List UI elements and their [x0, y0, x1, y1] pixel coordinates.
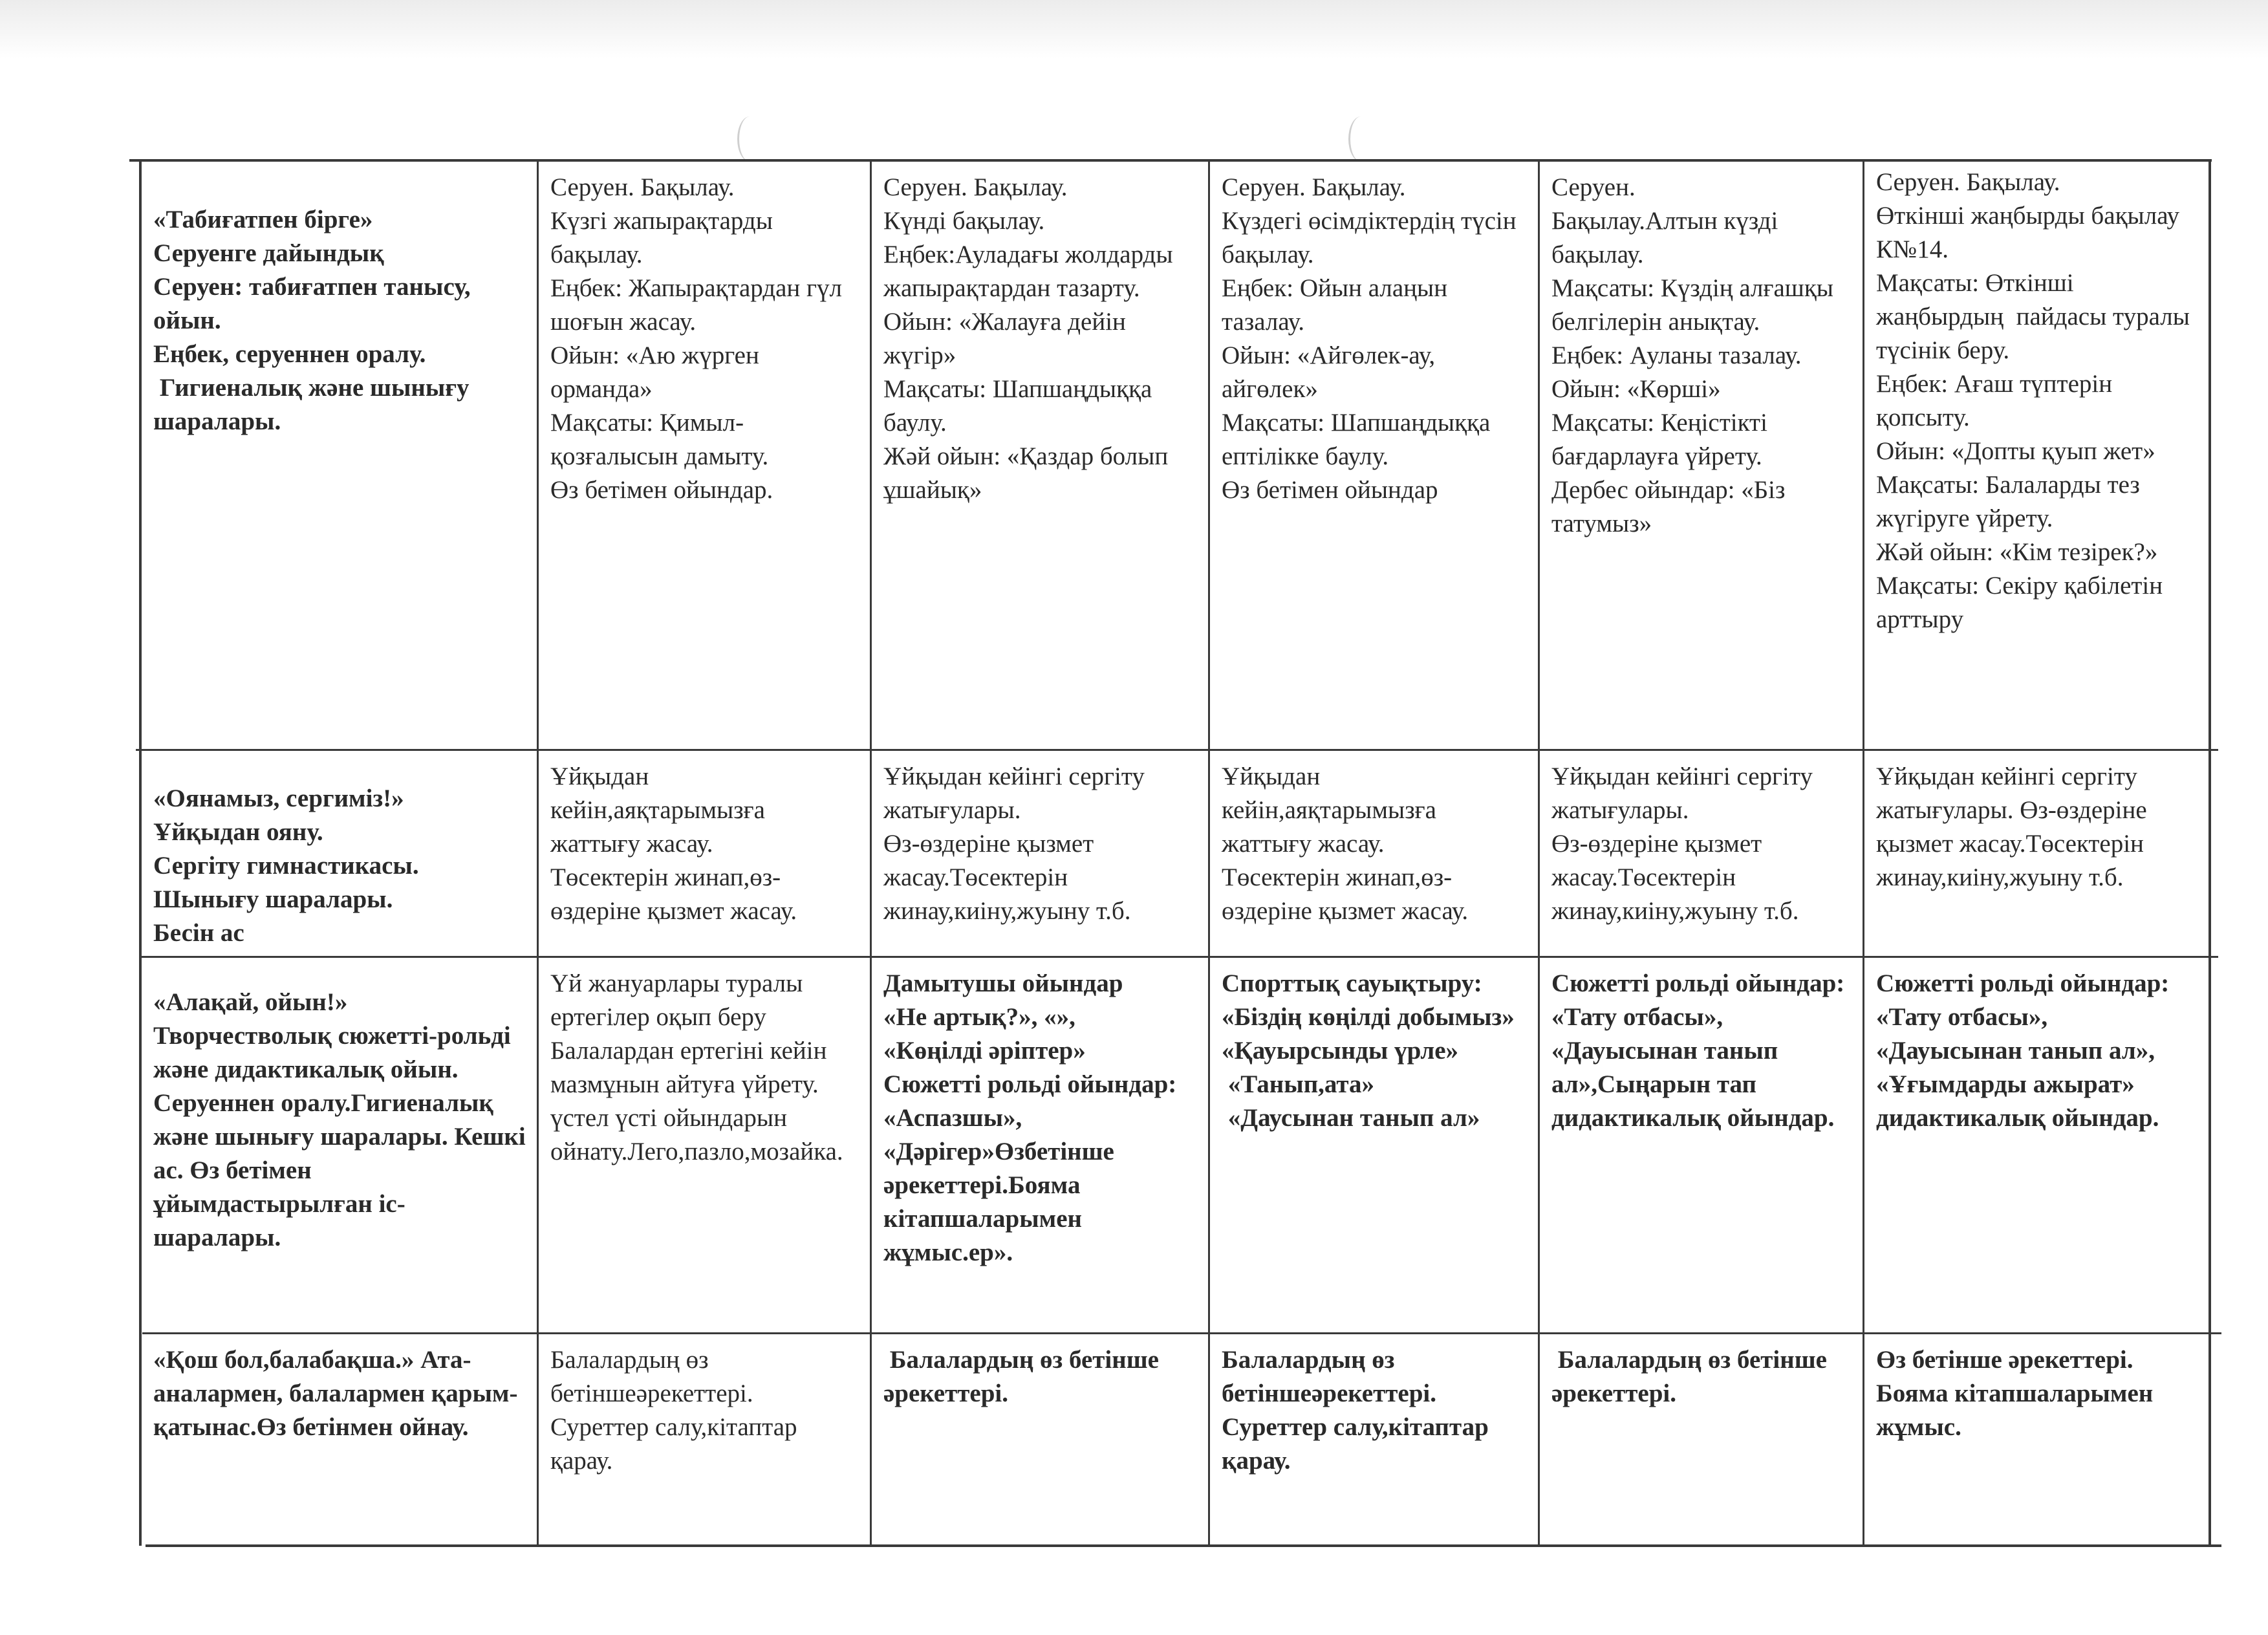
row-4-day-3: Балалардың өз бетіншеәрекеттері. Суреттер салу,кітаптар қарау. — [1222, 1346, 1489, 1475]
row-1-day-5: Серуен. Бақылау. Өткінші жаңбырды бақылау К№14. Мақсаты: Өткінші жаңбырдың пайдасы туралы түсінік беру. Еңбек: Ағаш түптерін қопсыту. Ойын: «Допты қуып жет» Мақсаты: Балаларды тез жүгіруге үйрету. Жәй ойын: «Кім тезірек?» Мақсаты: Секіру қабілетін арттыру — [1876, 168, 2190, 633]
row-4-day-2: Балалардың өз бетінше әрекеттері. — [883, 1346, 1165, 1407]
row-1-day-4: Серуен. Бақылау.Алтын күзді бақылау. Мақсаты: Күздің алғашқы белгілерін анықтау. Еңбек: Ауланы тазалау. Ойын: «Көрші» Мақсаты: Кеңістікті бағдарлауға үйрету. Дербес ойындар: «Біз татумыз» — [1551, 173, 1833, 537]
row-3-header: «Алақай, ойын!» Творчестволық сюжетті-рольді және дидактикалық ойын. Серуеннен оралу.Гигиеналық және шынығу шаралары. Кешкі ас. Өз бетімен ұйымдастырылған іс-шаралары. — [153, 988, 526, 1251]
row-4-day-1: Балалардың өз бетіншеәрекеттері. Суреттер салу,кітаптар қарау. — [550, 1346, 797, 1475]
row-1-header: «Табиғатпен бірге» Серуенге дайындық Серуен: табиғатпен танысу, ойын. Еңбек, серуеннен оралу. Гигиеналық және шынығу шаралары. — [153, 206, 471, 435]
row-3-day-2: Дамытушы ойындар «Не артық?», «», «Көңілді әріптер» Сюжетті рольді ойындар: «Аспазшы», «Дәрігер»Өзбетінше әрекеттері.Бояма кітапшаларымен жұмыс.ер». — [883, 969, 1177, 1266]
row-2-day-4: Ұйқыдан кейінгі сергіту жатығулары. Өз-өздеріне қызмет жасау.Төсектерін жинау,киіну,жуыну т.б. — [1551, 763, 1813, 925]
row-1-day-3: Серуен. Бақылау. Күздегі өсімдіктердің түсін бақылау. Еңбек: Ойын алаңын тазалау. Ойын: «Айгөлек-ау, айгөлек» Мақсаты: Шапшаңдыққа ептілікке баулу. Өз бетімен ойындар — [1222, 173, 1517, 504]
row-4-header: «Қош бол,балабақша.» Ата-аналармен, балалармен қарым-қатынас.Өз бетінмен ойнау. — [153, 1346, 518, 1441]
scan-hole-mark-right — [1348, 116, 1374, 162]
row-2-header: «Оянамыз, сергиміз!» Ұйқыдан ояну. Сергіту гимнастикасы. Шынығу шаралары. Бесін ас — [153, 785, 419, 947]
row-2-day-1: Ұйқыдан кейін,аяқтарымызға жаттығу жасау. Төсектерін жинап,өз-өздеріне қызмет жасау. — [550, 763, 797, 925]
scan-hole-mark-left — [737, 116, 762, 162]
row-4-day-4: Балалардың өз бетінше әрекеттері. — [1551, 1346, 1833, 1407]
row-2-day-2: Ұйқыдан кейінгі сергіту жатығулары. Өз-өздеріне қызмет жасау.Төсектерін жинау,киіну,жуыну т.б. — [883, 763, 1145, 925]
row-3-day-5: Сюжетті рольді ойындар: «Тату отбасы», «Дауысынан танып ал», «Ұғымдарды ажырат» дидактикалық ойындар. — [1876, 969, 2176, 1132]
row-3-day-4: Сюжетті рольді ойындар: «Тату отбасы», «Дауысынан танып ал»,Сыңарын тап дидактикалық ойындар. — [1551, 969, 1852, 1132]
scan-top-shadow — [0, 0, 2268, 58]
row-2-day-3: Ұйқыдан кейін,аяқтарымызға жаттығу жасау. Төсектерін жинап,өз-өздеріне қызмет жасау. — [1222, 763, 1469, 925]
table-border-bottom — [146, 1544, 2221, 1547]
row-2-day-5: Ұйқыдан кейінгі сергіту жатығулары. Өз-өздеріне қызмет жасау.Төсектерін жинау,киіну,жуыну т.б. — [1876, 763, 2154, 891]
row-1-day-2: Серуен. Бақылау. Күнді бақылау. Еңбек:Ауладағы жолдарды жапырақтардан тазарту. Ойын: «Жалауға дейін жүгір» Мақсаты: Шапшаңдыққа баулу. Жәй ойын: «Қаздар болып ұшайық» — [883, 173, 1173, 504]
row-3-day-3: Спорттық сауықтыру: «Біздің көңілді добымыз» «Қауырсынды үрле» «Танып,ата» «Даусынан танып ал» — [1222, 969, 1515, 1132]
table-border-right — [2209, 160, 2211, 1546]
row-4-day-5: Өз бетінше әрекеттері. Бояма кітапшаларымен жұмыс. — [1876, 1346, 2159, 1441]
row-3-day-1: Үй жануарлары туралы ертегілер оқып беру Балалардан ертегіні кейін мазмұнын айтуға үйрету. үстел үсті ойындарын ойнату.Лего,пазло,мозайка. — [550, 969, 843, 1165]
row-1-day-1: Серуен. Бақылау. Күзгі жапырақтарды бақылау. Еңбек: Жапырақтардан гүл шоғын жасау. Ойын: «Аю жүрген орманда» Мақсаты: Қимыл-қозғалысын дамыту. Өз бетімен ойындар. — [550, 173, 843, 504]
